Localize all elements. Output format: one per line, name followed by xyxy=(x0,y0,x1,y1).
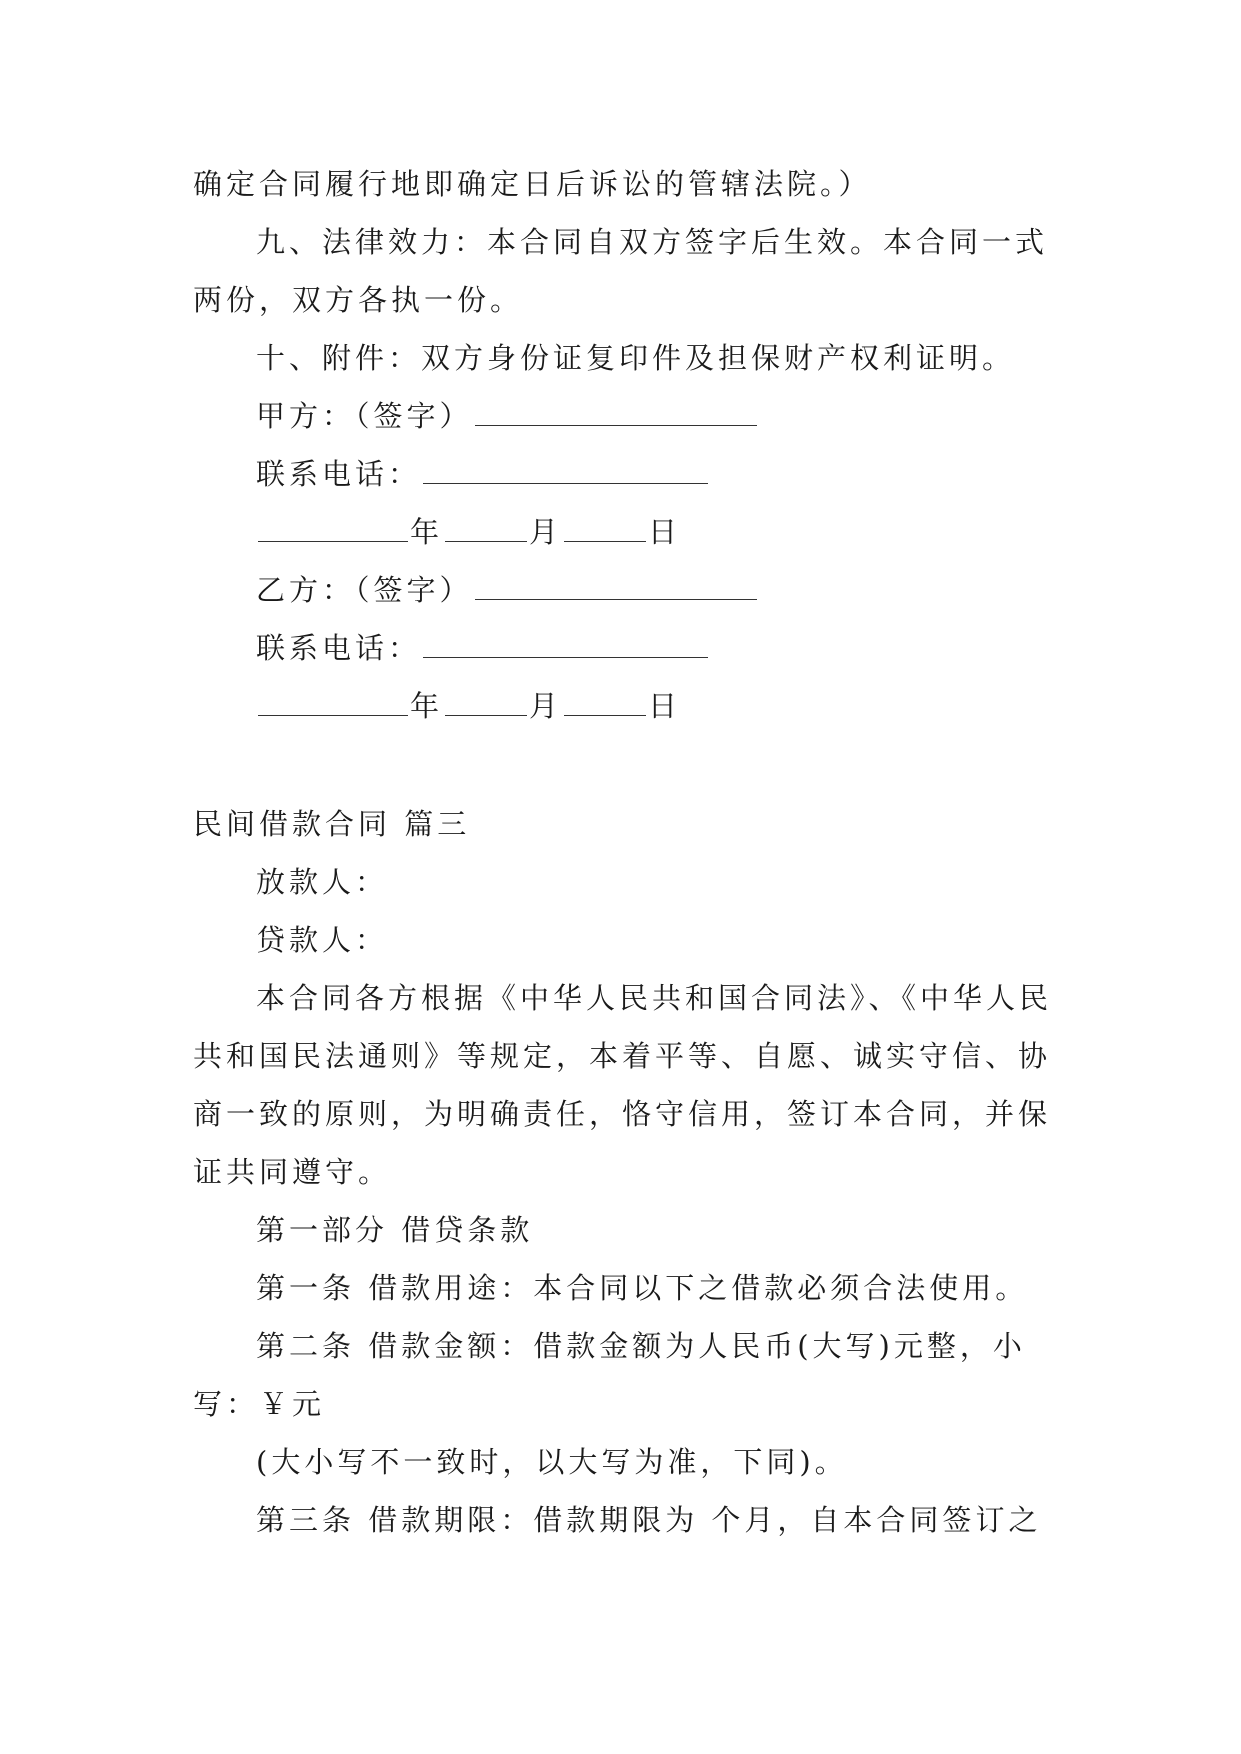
day-blank xyxy=(564,687,646,716)
party-a-signature-line xyxy=(256,396,759,436)
text-line: 第二条 借款金额：借款金额为人民币(大写)元整，小 xyxy=(256,1329,1026,1363)
text-line: 十、附件：双方身份证复印件及担保财产权利证明。 xyxy=(256,341,1016,375)
text-line: 商一致的原则，为明确责任，恪守信用，签订本合同，并保 xyxy=(193,1097,1052,1131)
month-blank xyxy=(445,513,527,542)
phone-label: 联系电话： xyxy=(256,631,422,665)
party-b-date-line xyxy=(256,686,681,726)
phone-blank xyxy=(423,629,708,658)
party-b-signature-line xyxy=(256,570,759,610)
signature-blank xyxy=(475,397,757,426)
text-line: 本合同各方根据《中华人民共和国合同法》、《中华人民 xyxy=(256,981,1053,1015)
day-label: 日 xyxy=(648,515,682,549)
text-line: (大小写不一致时，以大写为准，下同)。 xyxy=(256,1445,848,1479)
text-line: 九、法律效力：本合同自双方签字后生效。本合同一式 xyxy=(256,225,1049,259)
party-a-date-line xyxy=(256,512,681,552)
party-b-label: 乙方：（签字） xyxy=(256,573,473,607)
text-line: 证共同遵守。 xyxy=(193,1155,392,1189)
month-label: 月 xyxy=(529,515,563,549)
text-line: 放款人： xyxy=(256,865,389,899)
day-label: 日 xyxy=(648,689,682,723)
text-line: 贷款人： xyxy=(256,923,389,957)
month-blank xyxy=(445,687,527,716)
text-line: 共和国民法通则》等规定，本着平等、自愿、诚实守信、协 xyxy=(193,1039,1052,1073)
section-title: 民间借款合同 篇三 xyxy=(193,807,471,841)
text-line: 两份，双方各执一份。 xyxy=(193,283,524,317)
year-label: 年 xyxy=(410,689,444,723)
month-label: 月 xyxy=(529,689,563,723)
text-line: 第一部分 借贷条款 xyxy=(256,1213,534,1247)
year-label: 年 xyxy=(410,515,444,549)
day-blank xyxy=(564,513,646,542)
text-line: 第三条 借款期限：借款期限为 个月，自本合同签订之 xyxy=(256,1503,1042,1537)
signature-blank xyxy=(475,571,757,600)
year-blank xyxy=(258,687,408,716)
party-a-label: 甲方：（签字） xyxy=(256,399,473,433)
text-line: 写：￥元 xyxy=(193,1387,326,1421)
year-blank xyxy=(258,513,408,542)
phone-blank xyxy=(423,455,708,484)
phone-label: 联系电话： xyxy=(256,457,422,491)
text-line: 第一条 借款用途：本合同以下之借款必须合法使用。 xyxy=(256,1271,1029,1305)
text-line: 确定合同履行地即确定日后诉讼的管辖法院。） xyxy=(193,167,872,201)
party-b-phone-line xyxy=(256,628,710,668)
party-a-phone-line xyxy=(256,454,710,494)
